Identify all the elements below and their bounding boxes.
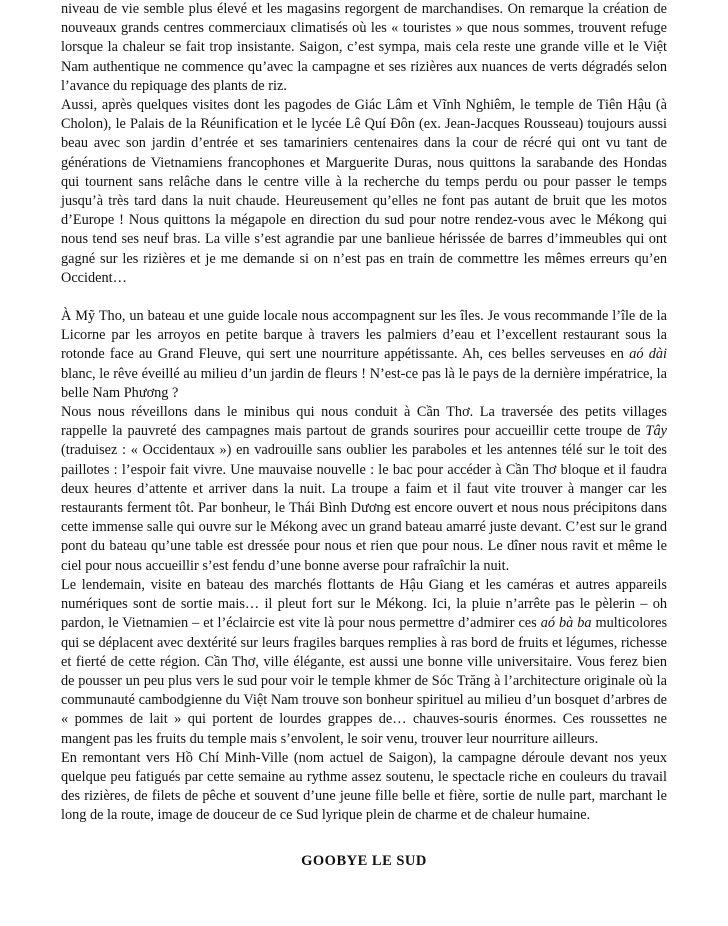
closing-title: GOOBYE LE SUD <box>301 852 427 869</box>
italic-term: aó bà ba <box>540 615 592 632</box>
paragraph-gap <box>61 288 667 307</box>
italic-term: aó dài <box>629 346 667 363</box>
article-page <box>61 0 667 871</box>
paragraph-saigon-intro: niveau de vie semble plus élevé et les magasins regorgent de marchandises. On remarque la création de nouveaux grands centres commerciaux climatisés où les « touristes » que nous sommes, trouvent refuge lorsque la chaleur se fait trop insistante. Saigon, c’est sympa, mais cela reste une grande ville et le Việt Nam authentique ne commence qu’avec la campagne et ses rizières aux nuances de verts dégradés selon l’avance du repiquage des plants de riz. <box>61 1 667 94</box>
paragraph-saigon-visits: Aussi, après quelques visites dont les pagodes de Giác Lâm et Vĩnh Nghiêm, le temple de Tiên Hậu (à Cholon), le Palais de la Réunification et le lycée Lê Quí Đôn (ex. Jean-Jacques Rousseau) toujours aussi beau avec son jardin d’entrée et ses tamariniers centenaires dans la cour de récré qui ont vu tant de générations de Vietnamiens francophones et Marguerite Duras, nous quittons la sarabande des Hondas qui tournent sans relâche dans le centre ville à la recherche du temps perdu ou pour passer le temps jusqu’à très tard dans la nuit chaude. Heureusement qu’elles ne font pas autant de bruit que les motos d’Europe ! Nous quittons la mégapole en direction du sud pour notre rendez-vous avec le Mékong qui nous tend ses neuf bras. La ville s’est agrandie par une banlieue hérissée de barres d’immeubles qui ont gagné sur les rizières et je me demande si on n’est pas en train de commettre les mêmes erreurs qu’en Occident… <box>61 97 667 286</box>
paragraph-return: En remontant vers Hồ Chí Minh-Ville (nom actuel de Saigon), la campagne déroule devant nos yeux quelque peu fatigués par cette semaine au rythme assez soutenu, le spectacle riche en couleurs du travail des rizières, de filets de pêche et souvent d’une jeune fille belle et fière, sortie de nulle part, marchant le long de la route, image de douceur de ce Sud lyrique plein de charme et de chaleur humaine. <box>61 749 667 824</box>
italic-term: Tây <box>645 423 667 440</box>
paragraph-floating-markets: Le lendemain, visite en bateau des marchés flottants de Hậu Giang et les caméras et autres appareils numériques sont de sortie mais… il pleut fort sur le Mékong. Ici, la pluie n’arrête pas le pèlerin – oh pardon, le Vietnamien – et l’éclaircie est vite là pour nous permettre d’admirer ces aó bà ba multicolores qui se déplacent avec dextérité sur leurs fragiles barques remplies à ras bord de fruits et légumes, richesse et fierté de cette région. Cần Thơ, ville élégante, est aussi une bonne ville universitaire. Vous ferez bien de pousser un peu plus vers le sud pour voir le temple khmer de Sóc Trăng à l’architecture originale où la communauté cambodgienne du Việt Nam trouve son bonheur spirituel au milieu d’un bosquet d’arbres de « pommes de lait » qui portent de lourdes grappes de… chauves-souris énormes. Ces roussettes ne mangent pas les fruits du temple mais s’envolent, le soir venu, trouver leur nourriture ailleurs. <box>61 576 668 747</box>
paragraph-my-tho: À Mỹ Tho, un bateau et une guide locale nous accompagnent sur les îles. Je vous recommande l’île de la Licorne par les arroyos en petite barque à travers les palmiers d’eau et l’excellent restaurant sous la rotonde face au Grand Fleuve, qui sert une nourriture appétissante. Ah, ces belles serveuses en aó dài blanc, le rêve éveillé au milieu d’un jardin de fleurs ! N’est-ce pas là le pays de la dernière impératrice, la belle Nam Phương ? <box>61 308 667 401</box>
paragraph-can-tho: Nous nous réveillons dans le minibus qui nous conduit à Cần Thơ. La traversée des petits villages rappelle la pauvreté des campagnes mais partout de grands sourires pour accueillir cette troupe de Tây (traduisez : « Occidentaux ») en vadrouille sans oublier les paraboles et les antennes télé sur le toit des paillotes : l’espoir fait vivre. Une mauvaise nouvelle : le bac pour accéder à Cần Thơ bloque et il faudra deux heures d’attente et arriver dans la nuit. La troupe a faim et il faut vite trouver à manger car les restaurants ferment tôt. Par bonheur, le Thái Bình Dương est encore ouvert et nous nous précipitons dans cette immense salle qui ouvre sur le Mékong avec un grand bateau amarré juste devant. C’est sur le grand pont du bateau qu’une table est dressée pour nous et rien que pour nous. Le dîner nous ravit et même le ciel pour nous accueillir s’est fendu d’une bonne averse pour rafraîchir la nuit. <box>61 404 667 574</box>
